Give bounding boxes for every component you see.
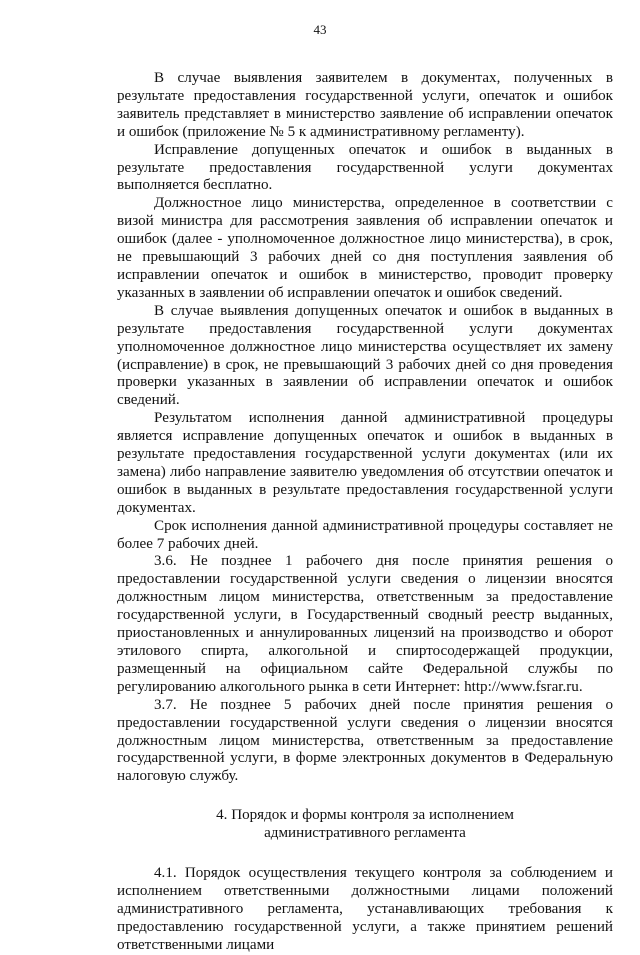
page-number: 43 bbox=[313, 22, 327, 37]
paragraph-3-7: 3.7. Не позднее 5 рабочих дней после принятия решения о предоставлении государственной услуги сведения о лицензии вносятся должностным лицом министерства, ответственным за предоставление государственной услуги, в форме электронных документов в Федеральную налоговую службу. bbox=[117, 696, 613, 785]
document-body bbox=[117, 70, 613, 955]
paragraph-procedure-result: Результатом исполнения данной административной процедуры является исправление допущенных опечаток и ошибок в выданных в результате предоставления государственной услуги документах (или их замена) либо направление заявителю уведомления об отсутствии опечаток и ошибок в выданных в результате предоставления государственной услуги документах. bbox=[117, 410, 613, 516]
paragraph-official-check: Должностное лицо министерства, определенное в соответствии с визой министра для рассмотрения заявления об исправлении опечаток и ошибок (далее - уполномоченное должностное лицо министерства), в срок, не превышающий 3 рабочих дней со дня поступления заявления об исправлении опечаток и ошибок в министерство, проводит проверку указанных в заявлении об исправлении опечаток и ошибок сведений. bbox=[117, 195, 613, 301]
paragraph-document-replacement: В случае выявления допущенных опечаток и ошибок в выданных в результате предоставления государственной услуги документах уполномоченное должностное лицо министерства осуществляет их замену (исправление) в срок, не превышающий 3 рабочих дней со дня проведения проверки указанных в заявлении об исправлении опечаток и ошибок сведений. bbox=[117, 302, 613, 409]
paragraph-correction-free: Исправление допущенных опечаток и ошибок в выданных в результате предоставления государственной услуги документах выполняется бесплатно. bbox=[117, 141, 613, 194]
paragraph-typo-request: В случае выявления заявителем в документах, полученных в результате предоставления государственной услуги, опечаток и ошибок заявитель представляет в министерство заявление об исправлении опечаток и ошибок (приложение № 5 к административному регламенту). bbox=[117, 70, 613, 140]
paragraph-3-6: 3.6. Не позднее 1 рабочего дня после принятия решения о предоставлении государственной услуги сведения о лицензии вносятся должностным лицом министерства, ответственным за предоставление государственной услуги, в Государственный сводный реестр выданных, приостановленных и аннулированных лицензий на производство и оборот этилового спирта, алкогольной и спиртосодержащей продукции, размещенный на официальном сайте Федеральной службы по регулированию алкогольного рынка в сети Интернет: http://www.fsrar.ru. bbox=[117, 553, 613, 695]
section-heading-line-1: 4. Порядок и формы контроля за исполнением bbox=[216, 807, 514, 824]
paragraph-4-1: 4.1. Порядок осуществления текущего контроля за соблюдением и исполнением ответственными должностными лицами положений административного регламента, устанавливающих требования к предоставлению государственной услуги, а также принятием решений ответственными лицами bbox=[117, 865, 613, 953]
paragraph-procedure-term: Срок исполнения данной административной процедуры составляет не более 7 рабочих дней. bbox=[117, 517, 613, 552]
section-heading bbox=[117, 807, 613, 843]
section-heading-line-2: административного регламента bbox=[264, 825, 466, 842]
